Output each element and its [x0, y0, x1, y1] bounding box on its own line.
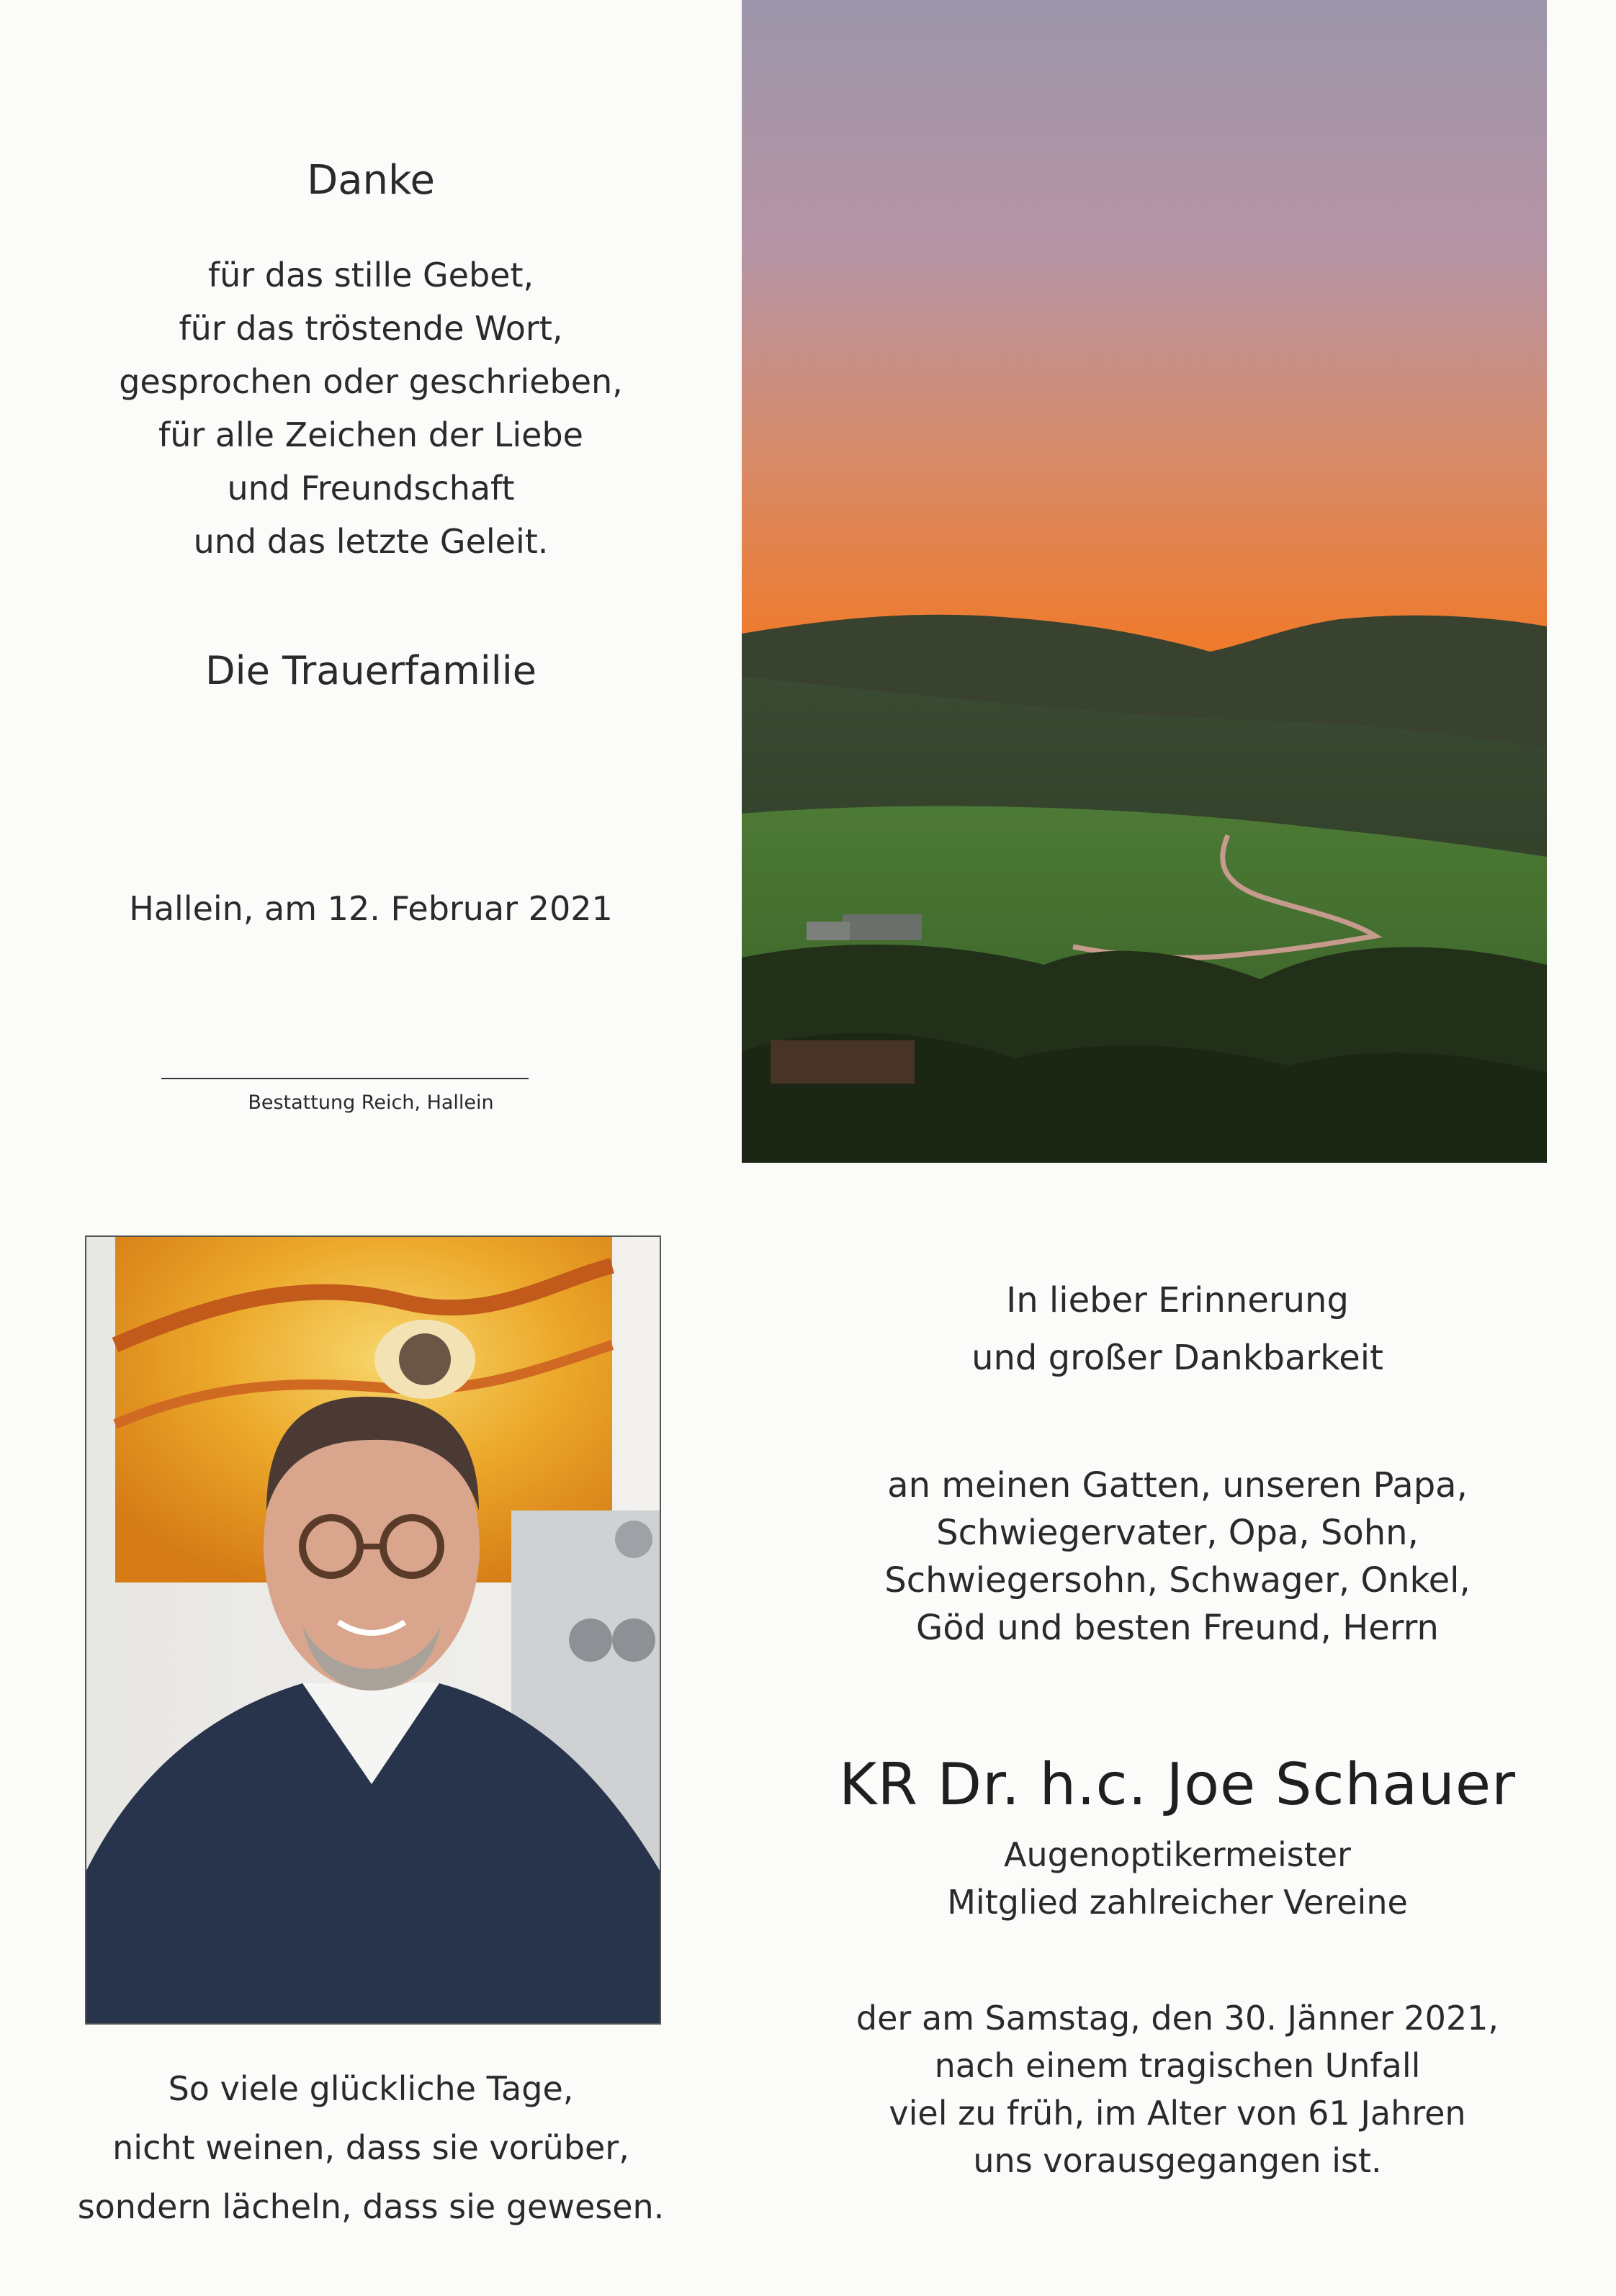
farmhouse [807, 922, 850, 940]
profession-line: Mitglied zahlreicher Vereine [947, 1883, 1408, 1922]
landscape-illustration [742, 0, 1547, 1163]
phoropter-dial [615, 1521, 652, 1558]
undertaker-credit [0, 1091, 742, 1114]
death-line: der am Samstag, den 30. Jänner 2021, [856, 1999, 1499, 2038]
relation-line: an meinen Gatten, unseren Papa, [887, 1465, 1468, 1505]
thanks-line: und Freundschaft [227, 469, 515, 508]
intro-line: In lieber Erinnerung [1006, 1280, 1349, 1320]
intro-line: und großer Dankbarkeit [971, 1338, 1383, 1378]
relations-text [796, 1462, 1559, 1652]
quote-line: So viele glückliche Tage, [168, 2069, 574, 2108]
painting-pupil [399, 1333, 451, 1385]
thanks-line: gesprochen oder geschrieben, [119, 362, 623, 401]
phoropter-dial [612, 1619, 655, 1662]
thanks-line: für alle Zeichen der Liebe [158, 415, 583, 454]
thanks-text [0, 248, 742, 568]
profession-line: Augenoptikermeister [1004, 1835, 1351, 1874]
portrait-photo [85, 1235, 661, 2025]
farmhouse [843, 914, 922, 940]
quote-panel [0, 2059, 742, 2275]
landscape-sunset-photo [742, 0, 1547, 1163]
thanks-line: und das letzte Geleit. [193, 522, 549, 561]
memorial-intro [796, 1271, 1559, 1387]
thanks-panel [0, 0, 742, 1163]
undertaker-text: Bestattung Reich, Hallein [248, 1091, 494, 1114]
portrait-illustration [86, 1237, 660, 2023]
quote-text [0, 2059, 742, 2236]
memorial-panel [796, 1224, 1559, 2268]
death-line: viel zu früh, im Alter von 61 Jahren [889, 2094, 1466, 2133]
thanks-title: Danke [307, 157, 435, 204]
quote-line: nicht weinen, dass sie vorüber, [112, 2128, 629, 2167]
deceased-name: KR Dr. h.c. Joe Schauer [839, 1751, 1516, 1818]
quote-line: sondern lächeln, dass sie gewesen. [77, 2187, 665, 2226]
roof [771, 1040, 915, 1084]
relation-line: Schwiegersohn, Schwager, Onkel, [884, 1560, 1471, 1601]
divider [161, 1078, 529, 1079]
place-date: Hallein, am 12. Februar 2021 [129, 889, 613, 928]
death-line: uns vorausgegangen ist. [973, 2141, 1382, 2180]
death-line: nach einem tragischen Unfall [934, 2046, 1421, 2085]
phoropter-dial [569, 1619, 612, 1662]
family-signature: Die Trauerfamilie [205, 648, 537, 693]
profession-text [796, 1831, 1559, 1926]
relation-line: Schwiegervater, Opa, Sohn, [936, 1513, 1419, 1553]
death-notice [796, 1994, 1559, 2184]
relation-line: Göd und besten Freund, Herrn [916, 1608, 1439, 1648]
thanks-line: für das tröstende Wort, [179, 309, 563, 348]
thanks-line: für das stille Gebet, [207, 256, 534, 294]
